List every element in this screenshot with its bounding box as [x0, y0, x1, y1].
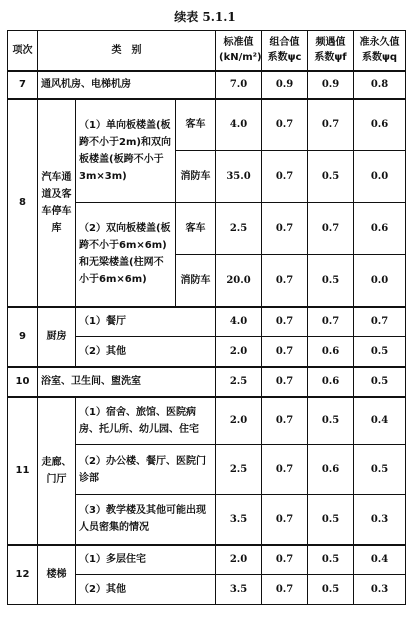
table-row-12a	[8, 545, 406, 575]
header-comb: 组合值系数ψc	[262, 31, 308, 71]
comb-value: 0.7	[262, 397, 308, 445]
header-freq: 频遇值系数ψf	[308, 31, 354, 71]
comb-value: 0.7	[262, 545, 308, 575]
quasi-value: 0.0	[354, 151, 406, 203]
category-cell: 楼梯	[38, 545, 76, 605]
category-cell: 浴室、卫生间、盥洗室	[38, 367, 216, 397]
quasi-value: 0.5	[354, 337, 406, 367]
freq-value: 0.9	[308, 71, 354, 99]
item-no: 12	[8, 545, 38, 605]
header-row	[8, 31, 406, 71]
quasi-value: 0.6	[354, 99, 406, 151]
quasi-value: 0.7	[354, 307, 406, 337]
category-cell: 走廊、门厅	[38, 397, 76, 545]
table-row-8a	[8, 99, 406, 151]
subcategory-cell: （2）其他	[76, 337, 216, 367]
header-quasi: 准永久值系数ψq	[354, 31, 406, 71]
table-row-11a	[8, 397, 406, 445]
vehicle-cell: 消防车	[176, 255, 216, 307]
std-value: 35.0	[216, 151, 262, 203]
quasi-value: 0.5	[354, 445, 406, 495]
vehicle-cell: 客车	[176, 99, 216, 151]
comb-value: 0.9	[262, 71, 308, 99]
quasi-value: 0.0	[354, 255, 406, 307]
std-value: 2.5	[216, 203, 262, 255]
table-row-10	[8, 367, 406, 397]
std-value: 20.0	[216, 255, 262, 307]
freq-value: 0.7	[308, 307, 354, 337]
std-value: 7.0	[216, 71, 262, 99]
freq-value: 0.5	[308, 151, 354, 203]
item-no: 11	[8, 397, 38, 545]
vehicle-cell: 客车	[176, 203, 216, 255]
vehicle-cell: 消防车	[176, 151, 216, 203]
subcategory-cell: （2）其他	[76, 575, 216, 605]
freq-value: 0.5	[308, 575, 354, 605]
quasi-value: 0.4	[354, 397, 406, 445]
freq-value: 0.5	[308, 495, 354, 545]
header-std-value: 标准值 (kN/m²)	[216, 31, 262, 71]
quasi-value: 0.3	[354, 575, 406, 605]
subcategory-cell: （1）多层住宅	[76, 545, 216, 575]
table-row-9a	[8, 307, 406, 337]
std-value: 2.5	[216, 445, 262, 495]
std-value: 3.5	[216, 575, 262, 605]
quasi-value: 0.3	[354, 495, 406, 545]
std-value: 2.0	[216, 397, 262, 445]
std-value: 2.0	[216, 545, 262, 575]
freq-value: 0.6	[308, 445, 354, 495]
comb-value: 0.7	[262, 367, 308, 397]
std-value: 3.5	[216, 495, 262, 545]
comb-value: 0.7	[262, 575, 308, 605]
table-row-7	[8, 71, 406, 99]
category-cell: 汽车通道及客车停车库	[38, 99, 76, 307]
freq-value: 0.6	[308, 367, 354, 397]
comb-value: 0.7	[262, 255, 308, 307]
freq-value: 0.5	[308, 545, 354, 575]
std-value: 4.0	[216, 99, 262, 151]
table-title: 续表 5.1.1	[174, 10, 236, 24]
std-value: 2.0	[216, 337, 262, 367]
subcategory-cell: （1）餐厅	[76, 307, 216, 337]
freq-value: 0.7	[308, 203, 354, 255]
header-category: 类 别	[38, 31, 216, 71]
item-no: 10	[8, 367, 38, 397]
comb-value: 0.7	[262, 445, 308, 495]
subcategory-cell: （2）双向板楼盖(板跨不小于6m×6m)和无梁楼盖(柱网不小于6m×6m)	[76, 203, 176, 307]
freq-value: 0.5	[308, 255, 354, 307]
item-no: 8	[8, 99, 38, 307]
comb-value: 0.7	[262, 151, 308, 203]
item-no: 7	[8, 71, 38, 99]
comb-value: 0.7	[262, 99, 308, 151]
subcategory-cell: （2）办公楼、餐厅、医院门诊部	[76, 445, 216, 495]
load-table	[7, 30, 406, 605]
item-no: 9	[8, 307, 38, 367]
comb-value: 0.7	[262, 337, 308, 367]
subcategory-cell: （1）宿舍、旅馆、医院病房、托儿所、幼儿园、住宅	[76, 397, 216, 445]
std-value: 4.0	[216, 307, 262, 337]
comb-value: 0.7	[262, 307, 308, 337]
subcategory-cell: （1）单向板楼盖(板跨不小于2m)和双向板楼盖(板跨不小于3m×3m)	[76, 99, 176, 203]
freq-value: 0.7	[308, 99, 354, 151]
std-value: 2.5	[216, 367, 262, 397]
quasi-value: 0.5	[354, 367, 406, 397]
subcategory-cell: （3）教学楼及其他可能出现人员密集的情况	[76, 495, 216, 545]
quasi-value: 0.8	[354, 71, 406, 99]
freq-value: 0.6	[308, 337, 354, 367]
category-cell: 通风机房、电梯机房	[38, 71, 216, 99]
category-cell: 厨房	[38, 307, 76, 367]
freq-value: 0.5	[308, 397, 354, 445]
comb-value: 0.7	[262, 203, 308, 255]
quasi-value: 0.4	[354, 545, 406, 575]
comb-value: 0.7	[262, 495, 308, 545]
header-item-no: 项次	[8, 31, 38, 71]
quasi-value: 0.6	[354, 203, 406, 255]
